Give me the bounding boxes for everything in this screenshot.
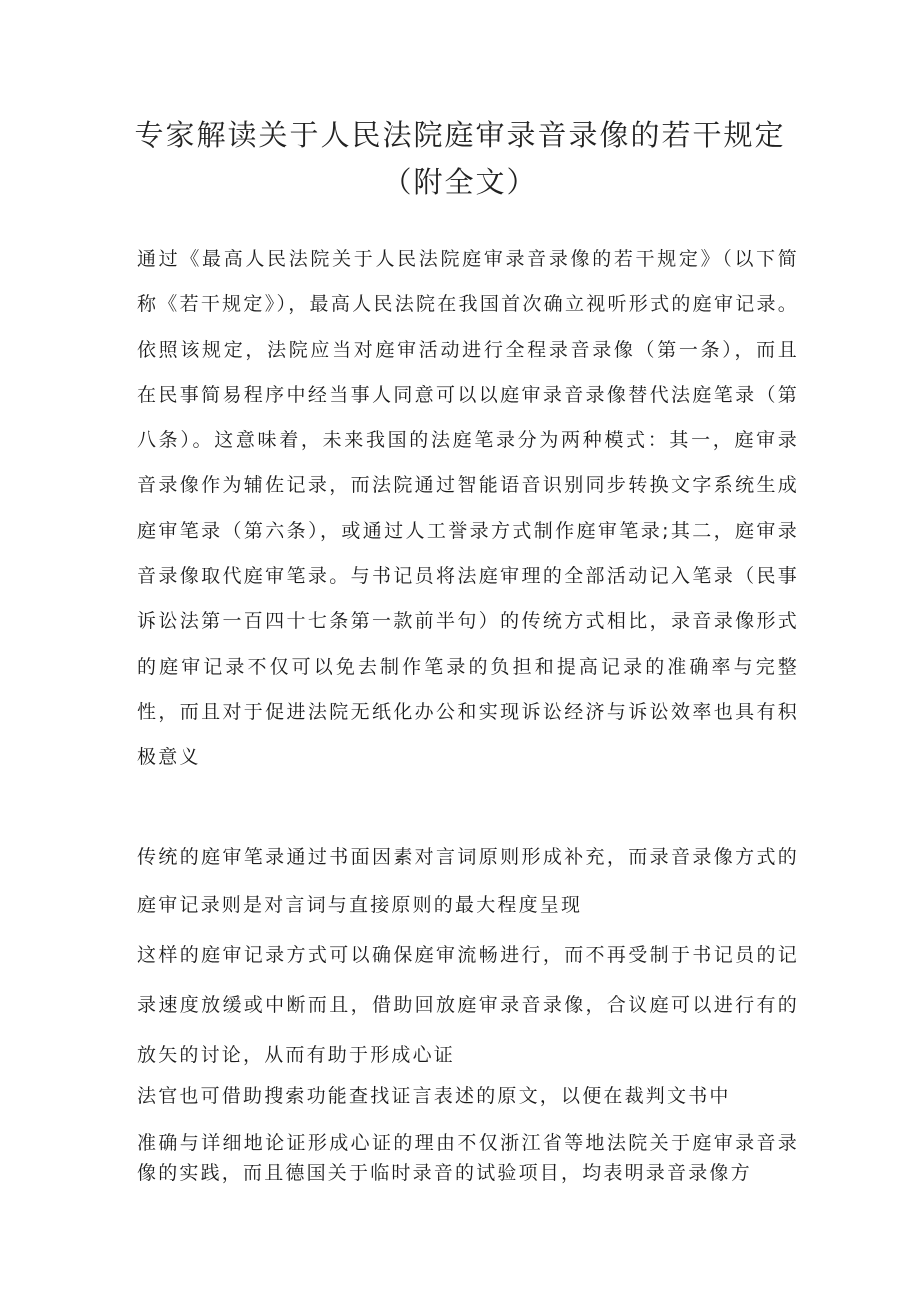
paragraph-5: 准确与详细地论证形成心证的理由不仅浙江省等地法院关于庭审录音录像的实践，而且德国关于临时录音的试验项目，均表明录音录像方: [137, 1132, 799, 1184]
paragraph-2: 传统的庭审笔录通过书面因素对言词原则形成补充，而录音录像方式的庭审记录则是对言词与直接原则的最大程度呈现: [137, 846, 799, 916]
paragraph-3: 这样的庭审记录方式可以确保庭审流畅进行，而不再受制于书记员的记录速度放缓或中断而且，借助回放庭审录音录像，合议庭可以进行有的放矢的讨论，从而有助于形成心证: [137, 944, 799, 1066]
paragraph-1: 通过《最高人民法院关于人民法院庭审录音录像的若干规定》（以下简称《若干规定》），最高人民法院在我国首次确立视听形式的庭审记录。依照该规定，法院应当对庭审活动进行全程录音录像（第一条），而且在民事简易程序中经当事人同意可以以庭审录音录像替代法庭笔录（第八条）。这意味着，未来我国的法庭笔录分为两种模式：其一，庭审录音录像作为辅佐记录，而法院通过智能语音识别同步转换文字系统生成庭审笔录（第六条），或通过人工誉录方式制作庭审笔录;其二，庭审录音录像取代庭审笔录。与书记员将法庭审理的全部活动记入笔录（民事诉讼法第一百四十七条第一款前半句）的传统方式相比，录音录像形式的庭审记录不仅可以免去制作笔录的负担和提高记录的准确率与完整性，而且对于促进法院无纸化办公和实现诉讼经济与诉讼效率也具有积极意义: [137, 248, 799, 769]
document-title: 专家解读关于人民法院庭审录音录像的若干规定: [134, 118, 786, 152]
paragraph-4: 法官也可借助搜索功能查找证言表述的原文，以便在裁判文书中: [137, 1085, 731, 1107]
document-title-subtitle: （附全文）: [382, 165, 538, 199]
